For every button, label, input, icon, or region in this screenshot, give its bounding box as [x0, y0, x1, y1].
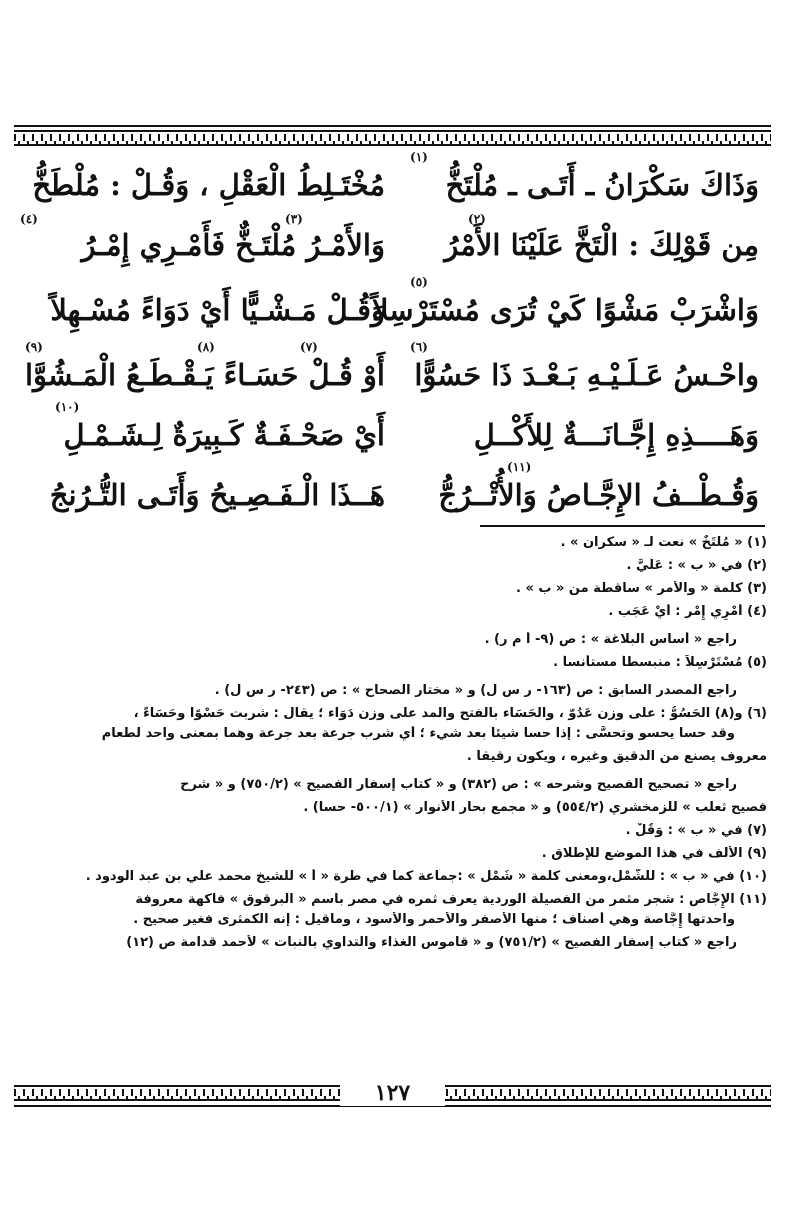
verse-6-left: هَــذَا الْـفَـصِـيحُ وَأَتَـى التُّـرُنجُ	[49, 478, 385, 512]
verse-3-left: وَقُـلْ مَـشْـيًّا أَيْ دَوَاءً مُسْـهِلاً	[50, 293, 385, 327]
footnote-line: (٢) في « ب » : عَلَيَّ .	[626, 558, 767, 573]
footnote-line: واحدتها إِجَّاصة وهي أصناف ؛ منها الأصفر والأحمر والأسود ، وماقيل : إنه الكمثرى فغير صحيح .	[133, 912, 735, 927]
verse-marker-1: (١)	[410, 150, 428, 164]
verse-row-3	[20, 280, 765, 340]
verse-4-left: أَوْ قُـلْ حَسَـاءً يَـقْـطَـعُ الْمَـشُوَّا	[24, 358, 385, 392]
verse-1-left: مُخْتَـلِطُ الْعَقْلِ ، وَقُـلْ : مُلْطَخُّ	[32, 168, 385, 202]
footnote-line: معروف يصنع من الدقيق وغيره ، ويكون رقيقاً .	[466, 749, 767, 764]
verse-marker-3: (٣)	[285, 212, 303, 226]
top-rule	[14, 125, 771, 127]
verse-row-5	[20, 405, 765, 465]
footnote-line: (١٠) في « ب » : للشَّمْل،ومعنى كلمة « شَمْل » :جماعة كما في طرة « أ » للشيخ محمد علي بن عبد الودود .	[85, 869, 767, 884]
footnote-line: (٦) و(٨) الْحَسُوُّ : على وزن عَدُوّ ، والحَسَاء بالفتح والمد على وزن دَوَاء ؛ يقال : شربت حَسْوًا وحَسَاءً ،	[133, 706, 767, 721]
footnote-line: وقد حسا يحسو وتحسَّى : إذا حسا شيئاً بعد شيء ؛ أي شرب جرعة بعد جرعة وهما بمعنى واحد لطعام	[101, 726, 735, 741]
verse-marker-10: (١٠)	[55, 400, 80, 414]
verse-row-6	[20, 465, 765, 525]
footnote-line: (٥) مُسْتَرْسِلاً : منبسطاً مستأنساً .	[553, 655, 767, 670]
footnote-line: (٣) كلمة « والأمر » ساقطة من « ب » .	[516, 581, 767, 596]
footnote-line: (٤) أَمْرِي إِمْر : أَيْ عَجَب .	[608, 604, 767, 619]
verse-row-2	[20, 215, 765, 275]
verse-1-right: وَذَاكَ سَكْرَانُ ـ أَتَـى ـ مُلْتَخُّ	[445, 168, 759, 202]
verse-marker-11: (١١)	[507, 460, 532, 474]
footnote-line: (١١) الإِجَّاص : شجر مثمر من الفصيلة الوردية يعرف ثمره في مصر باسم « البرقوق » فاكهة معروفة	[135, 892, 767, 907]
verse-marker-8: (٨)	[197, 340, 215, 354]
verse-marker-2: (٢)	[468, 212, 486, 226]
verse-3-right: وَاشْرَبْ مَشْوًا كَيْ تُرَى مُسْتَرْسِلاً	[372, 293, 759, 327]
footnote-line: (٩) الألف في هذا الموضع للإطلاق .	[541, 846, 767, 861]
verse-marker-6: (٦)	[410, 340, 428, 354]
verse-6-right: وَقُـطْــفُ الإِجَّـاصُ وَالأُتْــرُجُّ	[438, 478, 759, 512]
verse-marker-7: (٧)	[300, 340, 318, 354]
verse-5-left: أَيْ صَحْـفَـةٌ كَـبِيرَةٌ لِـشَـمْـلِ	[63, 418, 385, 452]
footnote-line: فصيح ثعلب » للزمخشري (٥٥٤/٢) و « مجمع بحار الأنوار » (٥٠٠/١- حسا) .	[303, 800, 767, 815]
footnote-line: راجع المصدر السابق : ص (١٦٣- ر س ل) و « مختار الصحاح » : ص (٢٤٣- ر س ل) .	[214, 683, 737, 698]
verse-2-right: مِن قَوْلِكَ : الْتَخَّ عَلَيْنَا الأَمْرُ	[444, 228, 759, 262]
footnote-line: (١) « مُلْتَخٌ » نعت لـ « سكران » .	[560, 535, 767, 550]
verse-5-right: وَهَــــذِهِ إِجَّـانَـــةٌ لِلأَكْــلِ	[473, 418, 759, 452]
verse-marker-4: (٤)	[20, 212, 38, 226]
footnote-separator	[480, 525, 765, 527]
page-number: ١٢٧	[340, 1080, 445, 1106]
footnote-line: راجع « كتاب إسفار الفصيح » (٧٥١/٢) و « قاموس الغذاء والتداوي بالنبات » لأحمد قدامة ص (١٢)	[126, 935, 737, 950]
verse-marker-9: (٩)	[25, 340, 43, 354]
footnotes	[22, 535, 767, 958]
verse-row-1	[20, 155, 765, 215]
footnote-line: راجع « تصحيح الفصيح وشرحه » : ص (٣٨٢) و « كتاب إسفار الفصيح » (٧٥٠/٢) و « شرح	[180, 777, 737, 792]
verse-marker-5: (٥)	[410, 275, 428, 289]
footnote-line: راجع « أساس البلاغة » : ص (٩- أ م ر) .	[484, 632, 737, 647]
top-ornamental-border	[14, 130, 771, 146]
footnote-line: (٧) في « ب » : وَقُلْ .	[625, 823, 767, 838]
verse-2-left: وَالأَمْـرُ مُلْتَـخٌّ فَأَمْـرِي إِمْـرُ	[81, 228, 385, 262]
verse-4-right: واحْـسُ عَـلَـيْـهِ بَـعْـدَ ذَا حَسُوًّا	[414, 358, 759, 392]
verse-row-4	[20, 345, 765, 405]
